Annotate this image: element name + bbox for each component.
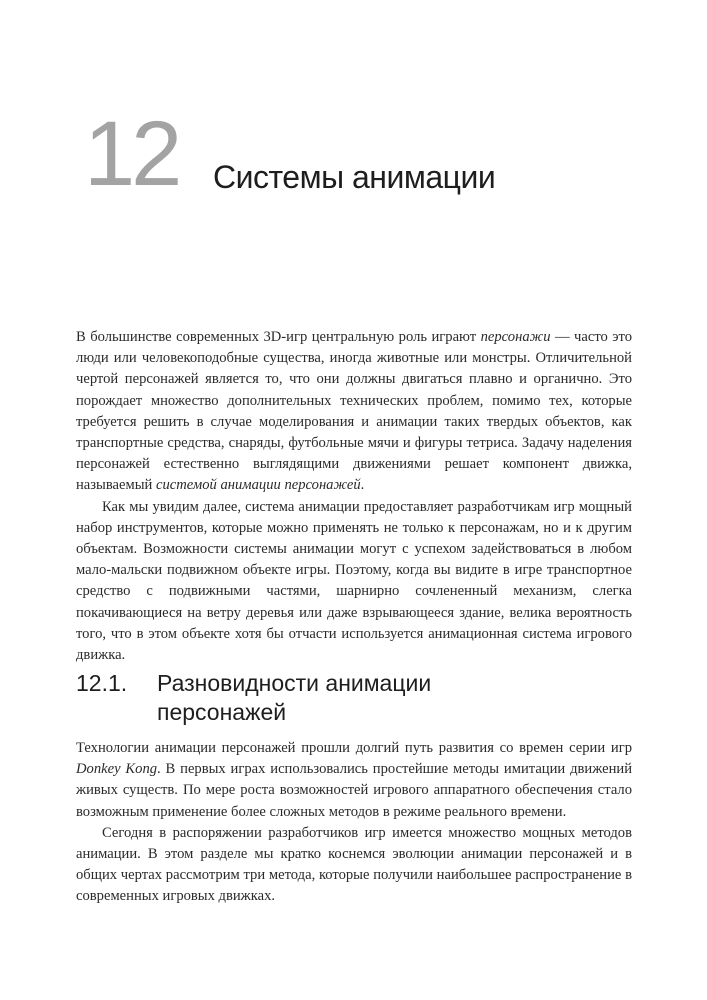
intro-p1-text-1: В большинстве современных 3D-игр центральную роль играют <box>76 329 481 345</box>
intro-p1-emphasis-characters: персонажи <box>480 329 551 345</box>
chapter-title: Системы анимации <box>213 159 496 195</box>
chapter-number: 12 <box>84 103 179 205</box>
section-paragraph-2: Сегодня в распоряжении разработчиков игр имеется множество мощных методов анимации. В этом разделе мы кратко коснемся эволюции анимации персонажей и в общих чертах рассмотрим три метода, которые получили наибольшее распространение в современных игровых движках. <box>76 824 632 905</box>
section-paragraph-1 <box>76 738 632 823</box>
section-p1-text-1: Технологии анимации персонажей прошли долгий путь развития со времен серии игр <box>76 740 632 756</box>
intro-paragraph-2: Как мы увидим далее, система анимации предоставляет разработчикам игр мощный набор инструментов, которые можно применять не только к персонажам, но и к другим объектам. Возможности системы анимации могут с успехом задействоваться в любом мало-мальски подвижном объекте игры. Поэтому, когда вы видите в игре транспортное средство с подвижными частями, шарнирно сочлененный механизм, слегка покачивающиеся на ветру деревья или даже взрывающееся здание, велика вероятность того, что в этом объекте хотя бы отчасти используется анимационная система игрового движка. <box>76 498 632 664</box>
section-number: 12.1. <box>76 670 128 696</box>
section-body <box>76 738 632 908</box>
intro-p1-emphasis-animation-system: системой анимации персонажей <box>156 477 361 494</box>
intro-paragraph-1 <box>76 327 632 497</box>
chapter-intro <box>76 327 632 666</box>
section-heading <box>76 669 497 727</box>
intro-p1-text-3: . <box>360 477 365 494</box>
section-p1-emphasis-game-title: Donkey Kong <box>76 761 158 778</box>
section-title: Разновидности анимации персонажей <box>157 670 432 725</box>
section-p1-text-2: . В первых играх использовались простейшие методы имитации движений живых существ. По мере роста возможностей игрового аппаратного обеспечения стало возможным применение более сложных методов в режиме реального времени. <box>76 761 632 820</box>
intro-p1-text-2: — часто это люди или человекоподобные существа, иногда животные или монстры. Отличительной чертой персонажей является то, что они должны двигаться плавно и органично. Это порождает множество дополнительных технических проблем, помимо тех, которые требуется решить в случае моделирования и анимации таких твердых объектов, как транспортные средства, снаряды, футбольные мячи и фигуры тетриса. Задачу наделения персонажей естественно выглядящими движениями решает компонент движка, называемый <box>76 329 633 494</box>
